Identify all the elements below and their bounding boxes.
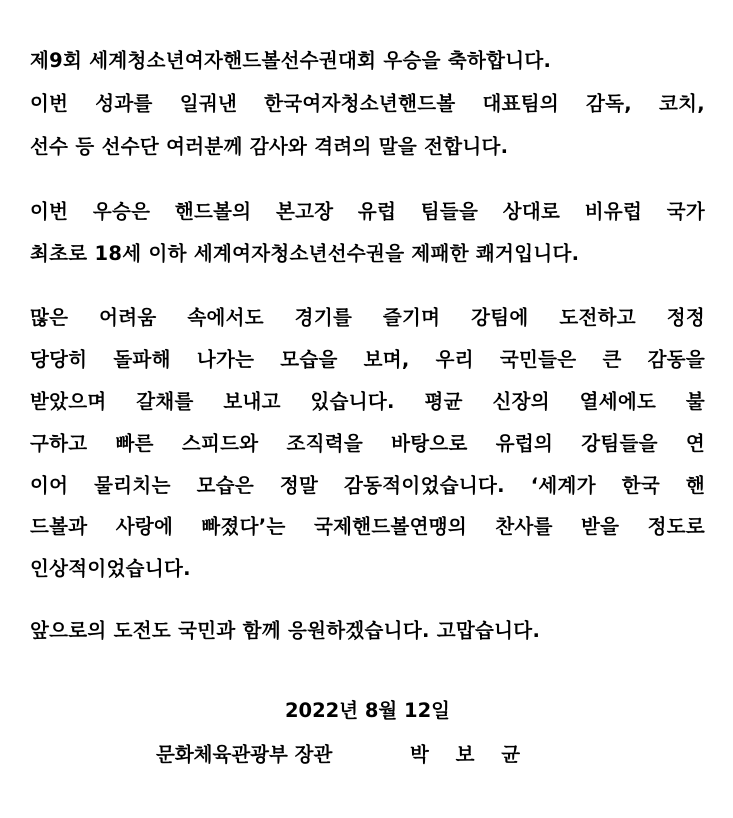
paragraph-3-line-7: 인상적이었습니다. xyxy=(30,557,191,580)
paragraph-3-line-2: 당당히 돌파해 나가는 모습을 보며, 우리 국민들은 큰 감동을 xyxy=(30,348,705,371)
paragraph-2-line-2: 최초로 18세 이하 세계여자청소년선수권을 제패한 쾌거입니다. xyxy=(30,242,580,265)
paragraph-2-line-1: 이번 우승은 핸드볼의 본고장 유럽 팀들을 상대로 비유럽 국가 xyxy=(30,200,705,223)
paragraph-4-line-1: 앞으로의 도전도 국민과 함께 응원하겠습니다. 고맙습니다. xyxy=(30,619,541,642)
paragraph-1-line-3: 선수 등 선수단 여러분께 감사와 격려의 말을 전합니다. xyxy=(30,135,509,158)
paragraph-3-line-1: 많은 어려움 속에서도 경기를 즐기며 강팀에 도전하고 정정 xyxy=(30,306,705,329)
letter-date: 2022년 8월 12일 xyxy=(284,699,451,722)
paragraph-1-line-1: 제9회 세계청소년여자핸드볼선수권대회 우승을 축하합니다. xyxy=(30,49,552,72)
signature-organization: 문화체육관광부 장관 xyxy=(156,743,333,766)
paragraph-3-line-5: 이어 물리치는 모습은 정말 감동적이었습니다. ‘세계가 한국 핸 xyxy=(30,474,705,497)
paragraph-3-line-6: 드볼과 사랑에 빠졌다’는 국제핸드볼연맹의 찬사를 받을 정도로 xyxy=(30,515,705,538)
paragraph-3-line-3: 받았으며 갈채를 보내고 있습니다. 평균 신장의 열세에도 불 xyxy=(30,390,705,413)
signature-name: 박 보 균 xyxy=(410,743,531,766)
paragraph-3-line-4: 구하고 빠른 스피드와 조직력을 바탕으로 유럽의 강팀들을 연 xyxy=(30,432,705,455)
paragraph-1-line-2: 이번 성과를 일궈낸 한국여자청소년핸드볼 대표팀의 감독, 코치, xyxy=(30,92,705,115)
